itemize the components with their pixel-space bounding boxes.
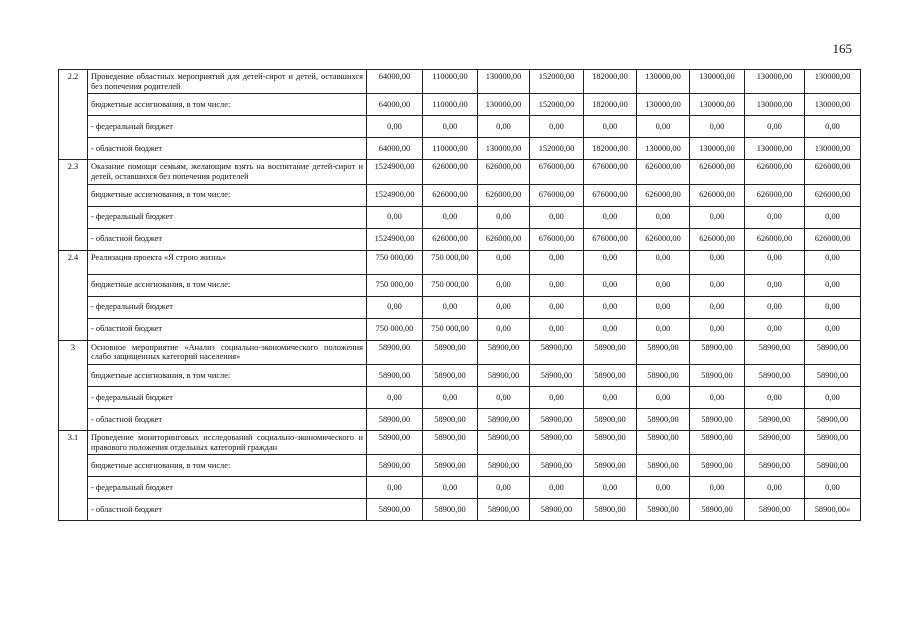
- table-row: [59, 296, 861, 318]
- value-cell: 58900,00: [423, 408, 478, 430]
- item-number: 2.4: [59, 250, 88, 340]
- value-cell: 58900,00: [478, 340, 530, 364]
- value-cell: 182000,00: [584, 70, 637, 94]
- value-cell: 0,00: [584, 250, 637, 274]
- value-cell: 676000,00: [530, 228, 584, 250]
- table-row: [59, 477, 861, 499]
- value-cell: 130000,00: [745, 70, 805, 94]
- value-cell: 64000,00: [367, 94, 423, 116]
- value-cell: 0,00: [805, 296, 861, 318]
- value-cell: 58900,00: [637, 499, 690, 521]
- value-cell: 626000,00: [805, 228, 861, 250]
- value-cell: 0,00: [367, 116, 423, 138]
- row-label: - федеральный бюджет: [88, 477, 367, 499]
- value-cell: 58900,00: [530, 499, 584, 521]
- value-cell: 676000,00: [530, 160, 584, 184]
- value-cell: 58900,00: [423, 499, 478, 521]
- value-cell: 626000,00: [690, 160, 745, 184]
- value-cell: 182000,00: [584, 94, 637, 116]
- value-cell: 0,00: [745, 318, 805, 340]
- value-cell: 64000,00: [367, 138, 423, 160]
- value-cell: 58900,00: [690, 364, 745, 386]
- value-cell: 0,00: [690, 250, 745, 274]
- value-cell: 0,00: [584, 206, 637, 228]
- value-cell: 58900,00: [367, 408, 423, 430]
- value-cell: 626000,00: [637, 160, 690, 184]
- table-row: [59, 206, 861, 228]
- page-number: 165: [832, 41, 852, 56]
- value-cell: 626000,00: [637, 184, 690, 206]
- value-cell: 58900,00: [805, 430, 861, 454]
- value-cell: 58900,00: [690, 430, 745, 454]
- value-cell: 0,00: [690, 206, 745, 228]
- value-cell: 58900,00: [637, 340, 690, 364]
- value-cell: 58900,00: [423, 340, 478, 364]
- value-cell: 0,00: [530, 386, 584, 408]
- value-cell: 0,00: [805, 318, 861, 340]
- table-row: [59, 228, 861, 250]
- value-cell: 130000,00: [690, 94, 745, 116]
- value-cell: 58900,00: [478, 430, 530, 454]
- item-number: 2.3: [59, 160, 88, 250]
- value-cell: 1524900,00: [367, 184, 423, 206]
- value-cell: 0,00: [423, 386, 478, 408]
- value-cell: 58900,00: [745, 408, 805, 430]
- table-row: [59, 455, 861, 477]
- value-cell: 130000,00: [637, 70, 690, 94]
- value-cell: 0,00: [530, 274, 584, 296]
- value-cell: 750 000,00: [367, 318, 423, 340]
- value-cell: 0,00: [367, 386, 423, 408]
- value-cell: 58900,00: [530, 364, 584, 386]
- value-cell: 130000,00: [637, 94, 690, 116]
- value-cell: 0,00: [745, 250, 805, 274]
- item-title: Оказание помощи семьям, желающим взять на воспитание детей-сирот и детей, оставшихся без попечения родителей: [88, 160, 367, 184]
- value-cell: 130000,00: [637, 138, 690, 160]
- value-cell: 0,00: [530, 250, 584, 274]
- value-cell: 58900,00»: [805, 499, 861, 521]
- value-cell: 110000,00: [423, 70, 478, 94]
- value-cell: 626000,00: [690, 184, 745, 206]
- value-cell: 0,00: [805, 116, 861, 138]
- value-cell: 110000,00: [423, 138, 478, 160]
- value-cell: 0,00: [584, 274, 637, 296]
- value-cell: 58900,00: [745, 430, 805, 454]
- value-cell: 130000,00: [805, 94, 861, 116]
- value-cell: 626000,00: [805, 184, 861, 206]
- value-cell: 750 000,00: [423, 274, 478, 296]
- value-cell: 0,00: [584, 318, 637, 340]
- value-cell: 0,00: [805, 206, 861, 228]
- row-label: - федеральный бюджет: [88, 386, 367, 408]
- value-cell: 58900,00: [367, 364, 423, 386]
- value-cell: 626000,00: [690, 228, 745, 250]
- value-cell: 0,00: [530, 116, 584, 138]
- value-cell: 626000,00: [478, 160, 530, 184]
- value-cell: 676000,00: [530, 184, 584, 206]
- item-title: Проведение мониторинговых исследований социально-экономического и правового положения отдельных категорий граждан: [88, 430, 367, 454]
- value-cell: 130000,00: [745, 138, 805, 160]
- value-cell: 58900,00: [745, 455, 805, 477]
- value-cell: 0,00: [805, 477, 861, 499]
- value-cell: 626000,00: [805, 160, 861, 184]
- row-label: бюджетные ассигнования, в том числе:: [88, 94, 367, 116]
- value-cell: 626000,00: [478, 228, 530, 250]
- value-cell: 0,00: [478, 116, 530, 138]
- row-label: - федеральный бюджет: [88, 116, 367, 138]
- value-cell: 0,00: [637, 386, 690, 408]
- value-cell: 130000,00: [805, 138, 861, 160]
- item-number: 2.2: [59, 70, 88, 160]
- table-row: [59, 274, 861, 296]
- table-row: [59, 364, 861, 386]
- value-cell: 0,00: [745, 116, 805, 138]
- table-row: [59, 318, 861, 340]
- value-cell: 58900,00: [690, 408, 745, 430]
- item-title: Основное мероприятие «Анализ социально-экономического положения слабо защищенных категорий населения»: [88, 340, 367, 364]
- value-cell: 0,00: [745, 274, 805, 296]
- value-cell: 58900,00: [367, 455, 423, 477]
- value-cell: 0,00: [423, 116, 478, 138]
- value-cell: 0,00: [637, 318, 690, 340]
- value-cell: 0,00: [584, 477, 637, 499]
- value-cell: 0,00: [637, 116, 690, 138]
- value-cell: 58900,00: [690, 455, 745, 477]
- value-cell: 152000,00: [530, 138, 584, 160]
- value-cell: 0,00: [690, 296, 745, 318]
- table-row: [59, 408, 861, 430]
- value-cell: 58900,00: [423, 364, 478, 386]
- value-cell: 0,00: [637, 206, 690, 228]
- value-cell: 626000,00: [637, 228, 690, 250]
- value-cell: 750 000,00: [367, 274, 423, 296]
- value-cell: 130000,00: [478, 138, 530, 160]
- value-cell: 58900,00: [478, 499, 530, 521]
- value-cell: 626000,00: [423, 228, 478, 250]
- value-cell: 0,00: [478, 250, 530, 274]
- value-cell: 58900,00: [478, 408, 530, 430]
- value-cell: 152000,00: [530, 94, 584, 116]
- value-cell: 58900,00: [745, 364, 805, 386]
- value-cell: 58900,00: [367, 340, 423, 364]
- table-row: [59, 184, 861, 206]
- table-row: [59, 386, 861, 408]
- value-cell: 58900,00: [530, 455, 584, 477]
- table-row: [59, 94, 861, 116]
- budget-table: [58, 69, 861, 521]
- item-number: 3.1: [59, 430, 88, 520]
- value-cell: 58900,00: [423, 430, 478, 454]
- value-cell: 0,00: [584, 116, 637, 138]
- value-cell: 0,00: [805, 386, 861, 408]
- value-cell: 130000,00: [690, 70, 745, 94]
- item-title: Реализация проекта «Я строю жизнь»: [88, 250, 367, 274]
- value-cell: 0,00: [690, 318, 745, 340]
- value-cell: 0,00: [478, 206, 530, 228]
- value-cell: 58900,00: [805, 455, 861, 477]
- value-cell: 626000,00: [478, 184, 530, 206]
- value-cell: 0,00: [584, 296, 637, 318]
- row-label: бюджетные ассигнования, в том числе:: [88, 364, 367, 386]
- row-label: бюджетные ассигнования, в том числе:: [88, 184, 367, 206]
- value-cell: 58900,00: [745, 499, 805, 521]
- value-cell: 130000,00: [478, 94, 530, 116]
- row-label: - областной бюджет: [88, 228, 367, 250]
- value-cell: 676000,00: [584, 160, 637, 184]
- value-cell: 0,00: [584, 386, 637, 408]
- value-cell: 750 000,00: [423, 318, 478, 340]
- value-cell: 0,00: [367, 296, 423, 318]
- value-cell: 0,00: [367, 206, 423, 228]
- value-cell: 0,00: [637, 477, 690, 499]
- value-cell: 0,00: [530, 206, 584, 228]
- value-cell: 182000,00: [584, 138, 637, 160]
- item-title: Проведение областных мероприятий для детей-сирот и детей, оставшихся без попечения родителей: [88, 70, 367, 94]
- value-cell: 58900,00: [367, 430, 423, 454]
- value-cell: 58900,00: [584, 430, 637, 454]
- value-cell: 58900,00: [637, 430, 690, 454]
- value-cell: 0,00: [745, 206, 805, 228]
- value-cell: 0,00: [530, 296, 584, 318]
- table-row: [59, 499, 861, 521]
- value-cell: 0,00: [745, 296, 805, 318]
- value-cell: 0,00: [478, 386, 530, 408]
- value-cell: 0,00: [690, 116, 745, 138]
- value-cell: 58900,00: [478, 364, 530, 386]
- table-row: [59, 430, 861, 454]
- table-row: [59, 250, 861, 274]
- value-cell: 130000,00: [478, 70, 530, 94]
- value-cell: 0,00: [478, 318, 530, 340]
- value-cell: 58900,00: [745, 340, 805, 364]
- row-label: - областной бюджет: [88, 408, 367, 430]
- value-cell: 750 000,00: [367, 250, 423, 274]
- value-cell: 58900,00: [367, 499, 423, 521]
- table-row: [59, 138, 861, 160]
- value-cell: 626000,00: [745, 228, 805, 250]
- value-cell: 58900,00: [637, 455, 690, 477]
- value-cell: 0,00: [805, 274, 861, 296]
- value-cell: 58900,00: [530, 430, 584, 454]
- value-cell: 64000,00: [367, 70, 423, 94]
- value-cell: 58900,00: [805, 340, 861, 364]
- table-row: [59, 70, 861, 94]
- value-cell: 58900,00: [637, 408, 690, 430]
- value-cell: 0,00: [478, 477, 530, 499]
- value-cell: 58900,00: [805, 408, 861, 430]
- value-cell: 0,00: [423, 477, 478, 499]
- value-cell: 58900,00: [478, 455, 530, 477]
- value-cell: 0,00: [637, 274, 690, 296]
- value-cell: 110000,00: [423, 94, 478, 116]
- value-cell: 626000,00: [745, 160, 805, 184]
- value-cell: 58900,00: [584, 499, 637, 521]
- value-cell: 58900,00: [805, 364, 861, 386]
- budget-table-body: [59, 70, 861, 521]
- row-label: - областной бюджет: [88, 138, 367, 160]
- value-cell: 0,00: [690, 274, 745, 296]
- value-cell: 58900,00: [423, 455, 478, 477]
- value-cell: 0,00: [690, 386, 745, 408]
- table-row: [59, 116, 861, 138]
- value-cell: 130000,00: [745, 94, 805, 116]
- value-cell: 58900,00: [690, 499, 745, 521]
- value-cell: 626000,00: [745, 184, 805, 206]
- row-label: - областной бюджет: [88, 499, 367, 521]
- value-cell: 152000,00: [530, 70, 584, 94]
- value-cell: 0,00: [805, 250, 861, 274]
- value-cell: 58900,00: [584, 364, 637, 386]
- value-cell: 0,00: [530, 477, 584, 499]
- value-cell: 58900,00: [584, 408, 637, 430]
- value-cell: 0,00: [367, 477, 423, 499]
- value-cell: 0,00: [637, 250, 690, 274]
- value-cell: 1524900,00: [367, 160, 423, 184]
- value-cell: 130000,00: [805, 70, 861, 94]
- value-cell: 676000,00: [584, 228, 637, 250]
- row-label: - областной бюджет: [88, 318, 367, 340]
- value-cell: 626000,00: [423, 184, 478, 206]
- value-cell: 130000,00: [690, 138, 745, 160]
- row-label: - федеральный бюджет: [88, 296, 367, 318]
- value-cell: 0,00: [423, 206, 478, 228]
- value-cell: 0,00: [423, 296, 478, 318]
- value-cell: 1524900,00: [367, 228, 423, 250]
- value-cell: 0,00: [478, 296, 530, 318]
- item-number: 3: [59, 340, 88, 430]
- value-cell: 58900,00: [584, 340, 637, 364]
- table-row: [59, 340, 861, 364]
- value-cell: 676000,00: [584, 184, 637, 206]
- value-cell: 58900,00: [584, 455, 637, 477]
- value-cell: 58900,00: [530, 340, 584, 364]
- row-label: - федеральный бюджет: [88, 206, 367, 228]
- value-cell: 626000,00: [423, 160, 478, 184]
- row-label: бюджетные ассигнования, в том числе:: [88, 274, 367, 296]
- value-cell: 58900,00: [530, 408, 584, 430]
- value-cell: 0,00: [478, 274, 530, 296]
- value-cell: 0,00: [637, 296, 690, 318]
- value-cell: 0,00: [530, 318, 584, 340]
- table-row: [59, 160, 861, 184]
- value-cell: 0,00: [690, 477, 745, 499]
- value-cell: 0,00: [745, 386, 805, 408]
- value-cell: 750 000,00: [423, 250, 478, 274]
- value-cell: 0,00: [745, 477, 805, 499]
- value-cell: 58900,00: [690, 340, 745, 364]
- row-label: бюджетные ассигнования, в том числе:: [88, 455, 367, 477]
- value-cell: 58900,00: [637, 364, 690, 386]
